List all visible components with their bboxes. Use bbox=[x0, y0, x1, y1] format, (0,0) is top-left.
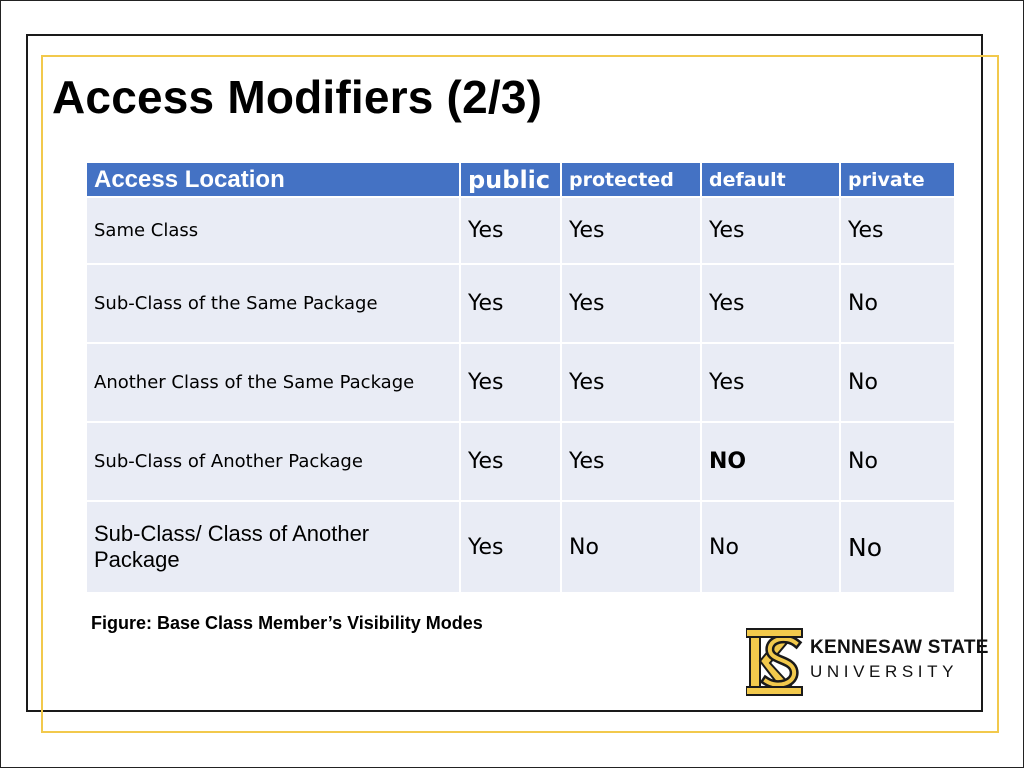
figure-caption: Figure: Base Class Member’s Visibility Modes bbox=[91, 613, 483, 633]
table-row bbox=[86, 264, 955, 343]
university-logo bbox=[746, 625, 989, 697]
slide-title: Access Modifiers (2/3) bbox=[52, 71, 543, 123]
header-public: public bbox=[460, 162, 561, 197]
logo-subtitle: UNIVERSITY bbox=[810, 662, 959, 681]
protected-cell: No bbox=[561, 501, 701, 593]
public-cell: Yes bbox=[460, 501, 561, 593]
protected-cell: Yes bbox=[561, 197, 701, 264]
private-cell: No bbox=[840, 343, 955, 422]
default-cell: Yes bbox=[701, 197, 840, 264]
protected-cell: Yes bbox=[561, 422, 701, 501]
access-location-cell: Sub-Class/ Class of Another Package bbox=[86, 501, 460, 593]
public-cell: Yes bbox=[460, 422, 561, 501]
header-default: default bbox=[701, 162, 840, 197]
access-location-cell: Sub-Class of Another Package bbox=[86, 422, 460, 501]
access-location-cell: Same Class bbox=[86, 197, 460, 264]
public-cell: Yes bbox=[460, 343, 561, 422]
default-cell: Yes bbox=[701, 264, 840, 343]
header-access-location: Access Location bbox=[86, 162, 460, 197]
logo-name: KENNESAW STATE bbox=[810, 637, 989, 658]
access-modifier-table bbox=[85, 161, 956, 594]
default-cell: NO bbox=[701, 422, 840, 501]
table-row bbox=[86, 197, 955, 264]
access-location-cell: Another Class of the Same Package bbox=[86, 343, 460, 422]
private-cell: No bbox=[840, 264, 955, 343]
private-cell: No bbox=[840, 501, 955, 593]
default-cell: Yes bbox=[701, 343, 840, 422]
default-cell: No bbox=[701, 501, 840, 593]
private-cell: No bbox=[840, 422, 955, 501]
table-row bbox=[86, 501, 955, 593]
public-cell: Yes bbox=[460, 197, 561, 264]
access-location-cell: Sub-Class of the Same Package bbox=[86, 264, 460, 343]
protected-cell: Yes bbox=[561, 343, 701, 422]
table-row bbox=[86, 343, 955, 422]
header-private: private bbox=[840, 162, 955, 197]
table-row bbox=[86, 422, 955, 501]
table-header-row bbox=[86, 162, 955, 197]
ks-monogram-icon bbox=[746, 625, 804, 697]
private-cell: Yes bbox=[840, 197, 955, 264]
public-cell: Yes bbox=[460, 264, 561, 343]
protected-cell: Yes bbox=[561, 264, 701, 343]
header-protected: protected bbox=[561, 162, 701, 197]
